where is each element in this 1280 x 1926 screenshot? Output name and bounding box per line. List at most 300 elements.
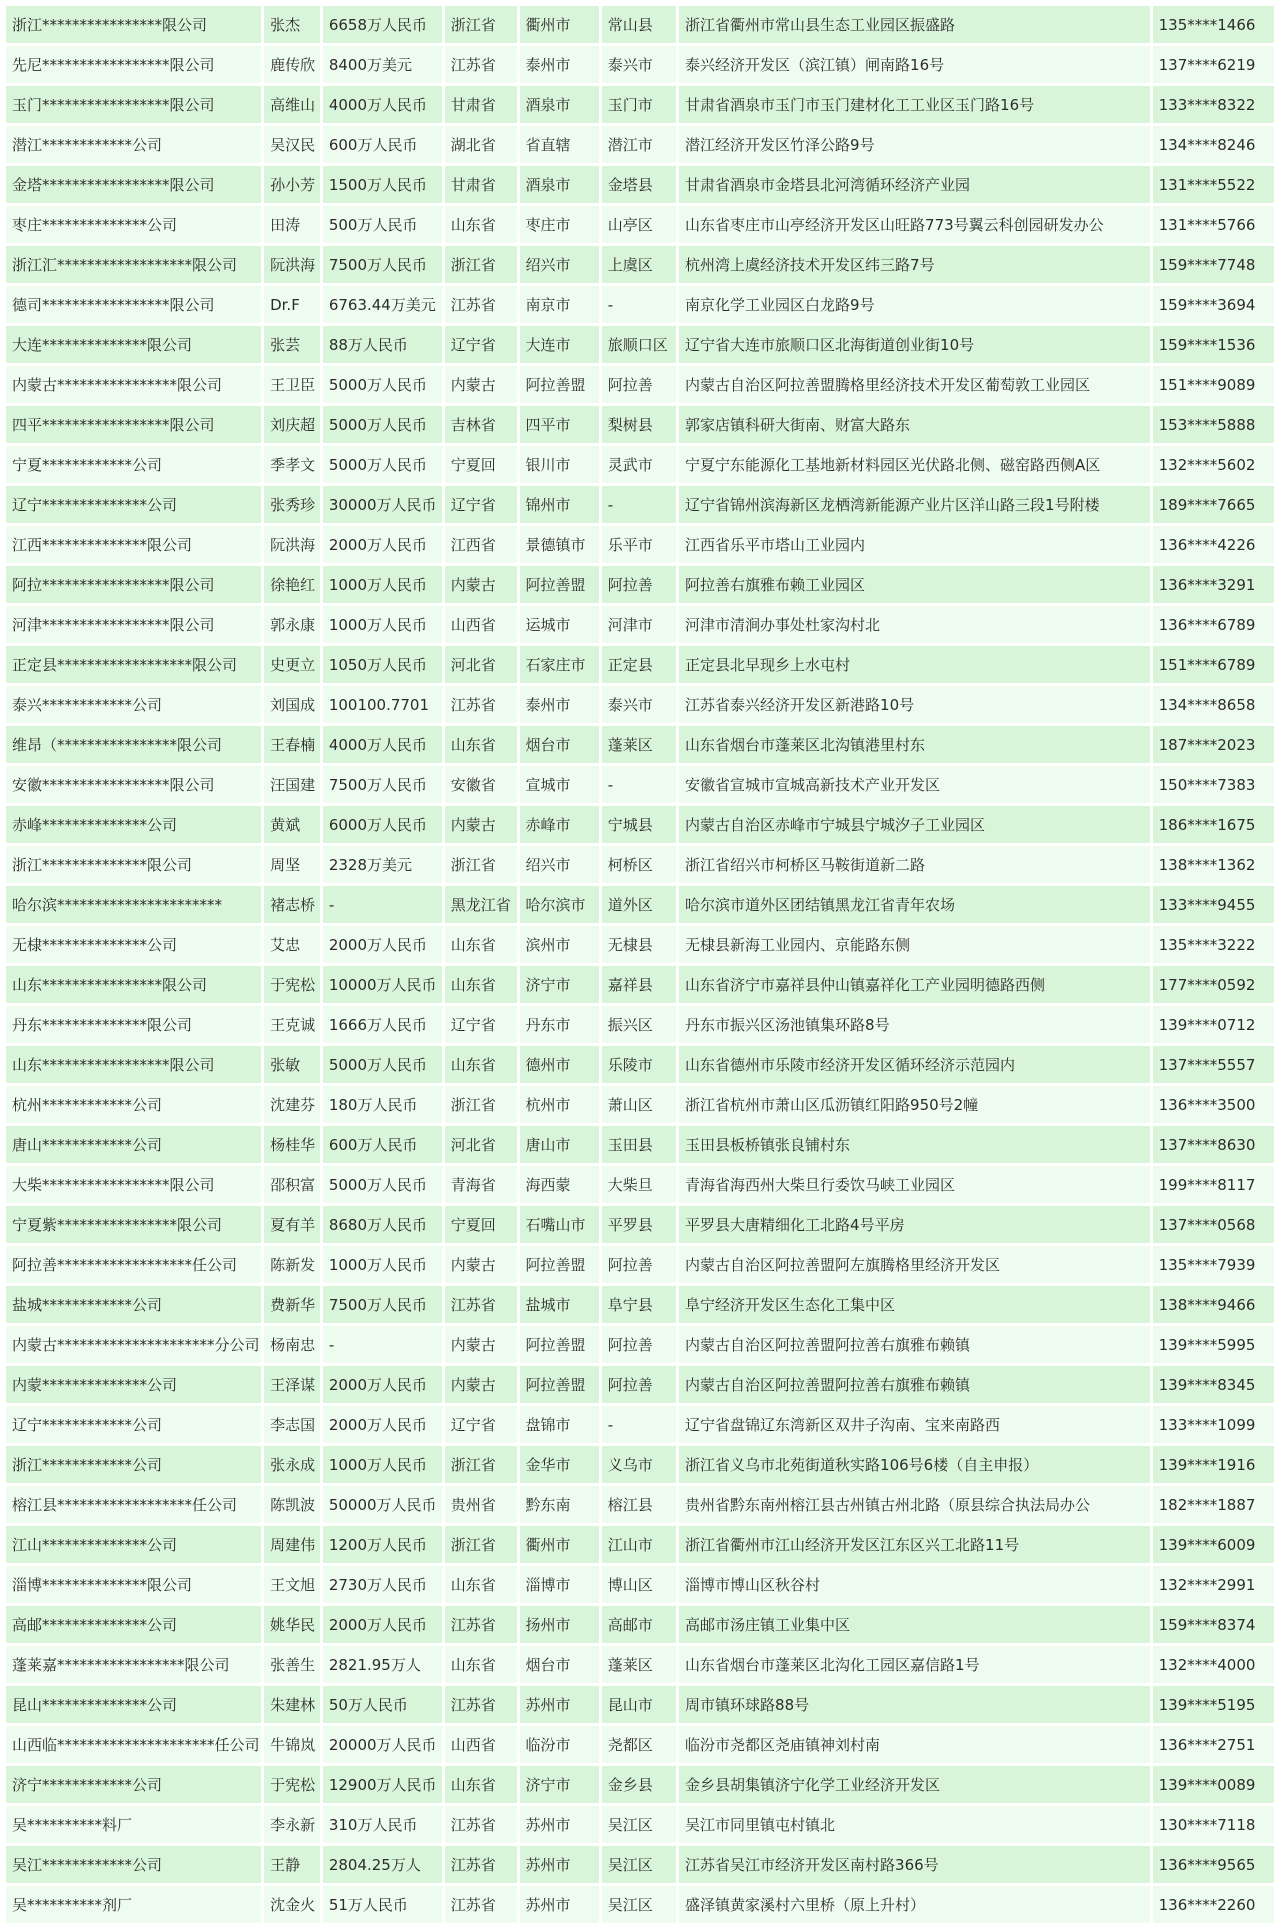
district-cell: 道外区	[602, 886, 676, 923]
province-cell: 贵州省	[445, 1486, 517, 1523]
address-cell: 内蒙古自治区阿拉善盟阿拉善右旗雅布赖镇	[679, 1366, 1150, 1403]
address-cell: 正定县北早现乡上水屯村	[679, 646, 1150, 683]
district-cell: 乐平市	[602, 526, 676, 563]
address-cell: 哈尔滨市道外区团结镇黑龙江省青年农场	[679, 886, 1150, 923]
company-name-cell: 济宁************公司	[6, 1766, 261, 1803]
phone-cell: 132****2991	[1153, 1566, 1274, 1603]
city-cell: 苏州市	[520, 1686, 599, 1723]
company-name-cell: 潜江************公司	[6, 126, 261, 163]
company-name-cell: 赤峰**************公司	[6, 806, 261, 843]
legal-rep-cell: 李永新	[264, 1806, 320, 1843]
phone-cell: 138****9466	[1153, 1286, 1274, 1323]
company-table	[3, 3, 1277, 1926]
address-cell: 山东省德州市乐陵市经济开发区循环经济示范园内	[679, 1046, 1150, 1083]
legal-rep-cell: 徐艳红	[264, 566, 320, 603]
registered-capital-cell: 1500万人民币	[323, 166, 442, 203]
company-name-cell: 安徽*****************限公司	[6, 766, 261, 803]
registered-capital-cell: 8400万美元	[323, 46, 442, 83]
city-cell: 石家庄市	[520, 646, 599, 683]
province-cell: 内蒙古	[445, 366, 517, 403]
district-cell: 阿拉善	[602, 1366, 676, 1403]
phone-cell: 150****7383	[1153, 766, 1274, 803]
table-row	[6, 1806, 1274, 1843]
company-name-cell: 内蒙古*********************分公司	[6, 1326, 261, 1363]
legal-rep-cell: 黄斌	[264, 806, 320, 843]
company-name-cell: 高邮**************公司	[6, 1606, 261, 1643]
legal-rep-cell: 褚志桥	[264, 886, 320, 923]
company-name-cell: 枣庄**************公司	[6, 206, 261, 243]
city-cell: 四平市	[520, 406, 599, 443]
table-row	[6, 806, 1274, 843]
phone-cell: 136****3291	[1153, 566, 1274, 603]
address-cell: 甘肃省酒泉市金塔县北河湾循环经济产业园	[679, 166, 1150, 203]
province-cell: 江西省	[445, 526, 517, 563]
table-row	[6, 1246, 1274, 1283]
phone-cell: 159****3694	[1153, 286, 1274, 323]
registered-capital-cell: 2000万人民币	[323, 926, 442, 963]
city-cell: 烟台市	[520, 726, 599, 763]
address-cell: 山东省烟台市蓬莱区北沟化工园区嘉信路1号	[679, 1646, 1150, 1683]
table-row	[6, 1446, 1274, 1483]
district-cell: 旅顺口区	[602, 326, 676, 363]
province-cell: 江苏省	[445, 1286, 517, 1323]
city-cell: 烟台市	[520, 1646, 599, 1683]
address-cell: 高邮市汤庄镇工业集中区	[679, 1606, 1150, 1643]
company-name-cell: 蓬莱嘉*****************限公司	[6, 1646, 261, 1683]
registered-capital-cell: 600万人民币	[323, 1126, 442, 1163]
legal-rep-cell: 鹿传欣	[264, 46, 320, 83]
company-name-cell: 浙江****************限公司	[6, 6, 261, 43]
company-name-cell: 金塔*****************限公司	[6, 166, 261, 203]
phone-cell: 132****5602	[1153, 446, 1274, 483]
district-cell: 无棣县	[602, 926, 676, 963]
legal-rep-cell: 阮洪海	[264, 526, 320, 563]
company-name-cell: 无棣**************公司	[6, 926, 261, 963]
city-cell: 唐山市	[520, 1126, 599, 1163]
table-row	[6, 926, 1274, 963]
registered-capital-cell: 1200万人民币	[323, 1526, 442, 1563]
province-cell: 江苏省	[445, 1686, 517, 1723]
district-cell: 阿拉善	[602, 566, 676, 603]
address-cell: 无棣县新海工业园内、京能路东侧	[679, 926, 1150, 963]
province-cell: 山东省	[445, 1566, 517, 1603]
city-cell: 酒泉市	[520, 166, 599, 203]
table-row	[6, 1686, 1274, 1723]
registered-capital-cell: 88万人民币	[323, 326, 442, 363]
address-cell: 浙江省义乌市北苑街道秋实路106号6楼（自主申报）	[679, 1446, 1150, 1483]
table-row	[6, 726, 1274, 763]
phone-cell: 134****8246	[1153, 126, 1274, 163]
company-name-cell: 山西临*********************任公司	[6, 1726, 261, 1763]
phone-cell: 139****0089	[1153, 1766, 1274, 1803]
company-name-cell: 杭州************公司	[6, 1086, 261, 1123]
company-name-cell: 昆山**************公司	[6, 1686, 261, 1723]
city-cell: 济宁市	[520, 966, 599, 1003]
address-cell: 临汾市尧都区尧庙镇神刘村南	[679, 1726, 1150, 1763]
legal-rep-cell: 刘国成	[264, 686, 320, 723]
company-name-cell: 山东*****************限公司	[6, 1046, 261, 1083]
company-name-cell: 吴江************公司	[6, 1846, 261, 1883]
company-name-cell: 盐城************公司	[6, 1286, 261, 1323]
legal-rep-cell: 陈新发	[264, 1246, 320, 1283]
province-cell: 甘肃省	[445, 86, 517, 123]
city-cell: 枣庄市	[520, 206, 599, 243]
company-name-cell: 辽宁**************公司	[6, 486, 261, 523]
table-row	[6, 1726, 1274, 1763]
legal-rep-cell: 张善生	[264, 1646, 320, 1683]
phone-cell: 199****8117	[1153, 1166, 1274, 1203]
legal-rep-cell: 于宪松	[264, 966, 320, 1003]
district-cell: 蓬莱区	[602, 1646, 676, 1683]
company-name-cell: 阿拉*****************限公司	[6, 566, 261, 603]
company-name-cell: 吴**********剂厂	[6, 1886, 261, 1923]
registered-capital-cell: 4000万人民币	[323, 86, 442, 123]
province-cell: 吉林省	[445, 406, 517, 443]
legal-rep-cell: 王卫臣	[264, 366, 320, 403]
table-row	[6, 1486, 1274, 1523]
phone-cell: 136****2751	[1153, 1726, 1274, 1763]
city-cell: 阿拉善盟	[520, 1366, 599, 1403]
district-cell: 博山区	[602, 1566, 676, 1603]
registered-capital-cell: 12900万人民币	[323, 1766, 442, 1803]
table-row	[6, 646, 1274, 683]
district-cell: 泰兴市	[602, 686, 676, 723]
city-cell: 黔东南	[520, 1486, 599, 1523]
district-cell: 金塔县	[602, 166, 676, 203]
district-cell: 榕江县	[602, 1486, 676, 1523]
company-name-cell: 江西**************限公司	[6, 526, 261, 563]
table-row	[6, 606, 1274, 643]
address-cell: 郭家店镇科研大街南、财富大路东	[679, 406, 1150, 443]
table-row	[6, 846, 1274, 883]
legal-rep-cell: 朱建林	[264, 1686, 320, 1723]
table-row	[6, 6, 1274, 43]
district-cell: 阜宁县	[602, 1286, 676, 1323]
company-name-cell: 浙江汇******************限公司	[6, 246, 261, 283]
phone-cell: 133****1099	[1153, 1406, 1274, 1443]
city-cell: 锦州市	[520, 486, 599, 523]
phone-cell: 139****0712	[1153, 1006, 1274, 1043]
city-cell: 阿拉善盟	[520, 566, 599, 603]
district-cell: 乐陵市	[602, 1046, 676, 1083]
company-name-cell: 榕江县******************任公司	[6, 1486, 261, 1523]
table-row	[6, 1046, 1274, 1083]
table-row	[6, 246, 1274, 283]
province-cell: 山东省	[445, 926, 517, 963]
address-cell: 浙江省衢州市常山县生态工业园区振盛路	[679, 6, 1150, 43]
table-row	[6, 1126, 1274, 1163]
city-cell: 南京市	[520, 286, 599, 323]
company-name-cell: 阿拉善******************任公司	[6, 1246, 261, 1283]
district-cell: 灵武市	[602, 446, 676, 483]
legal-rep-cell: 刘庆超	[264, 406, 320, 443]
table-row	[6, 526, 1274, 563]
district-cell: 上虞区	[602, 246, 676, 283]
address-cell: 泰兴经济开发区（滨江镇）闸南路16号	[679, 46, 1150, 83]
table-row	[6, 86, 1274, 123]
phone-cell: 137****6219	[1153, 46, 1274, 83]
table-row	[6, 1286, 1274, 1323]
province-cell: 江苏省	[445, 686, 517, 723]
province-cell: 内蒙古	[445, 1366, 517, 1403]
legal-rep-cell: 杨桂华	[264, 1126, 320, 1163]
table-row	[6, 1166, 1274, 1203]
city-cell: 杭州市	[520, 1086, 599, 1123]
table-row	[6, 966, 1274, 1003]
phone-cell: 130****7118	[1153, 1806, 1274, 1843]
phone-cell: 187****2023	[1153, 726, 1274, 763]
company-name-cell: 淄博**************限公司	[6, 1566, 261, 1603]
district-cell: 江山市	[602, 1526, 676, 1563]
phone-cell: 151****9089	[1153, 366, 1274, 403]
phone-cell: 138****1362	[1153, 846, 1274, 883]
legal-rep-cell: 夏有羊	[264, 1206, 320, 1243]
province-cell: 辽宁省	[445, 1006, 517, 1043]
district-cell: 阿拉善	[602, 1246, 676, 1283]
company-name-cell: 山东****************限公司	[6, 966, 261, 1003]
legal-rep-cell: 陈凯波	[264, 1486, 320, 1523]
city-cell: 丹东市	[520, 1006, 599, 1043]
registered-capital-cell: 20000万人民币	[323, 1726, 442, 1763]
district-cell: 玉田县	[602, 1126, 676, 1163]
phone-cell: 137****0568	[1153, 1206, 1274, 1243]
table-row	[6, 686, 1274, 723]
address-cell: 阜宁经济开发区生态化工集中区	[679, 1286, 1150, 1323]
district-cell: 潜江市	[602, 126, 676, 163]
registered-capital-cell: 1050万人民币	[323, 646, 442, 683]
phone-cell: 131****5766	[1153, 206, 1274, 243]
address-cell: 江苏省吴江市经济开发区南村路366号	[679, 1846, 1150, 1883]
company-name-cell: 浙江************公司	[6, 1446, 261, 1483]
district-cell: 萧山区	[602, 1086, 676, 1123]
province-cell: 浙江省	[445, 846, 517, 883]
phone-cell: 177****0592	[1153, 966, 1274, 1003]
table-row	[6, 286, 1274, 323]
table-row	[6, 1006, 1274, 1043]
district-cell: 梨树县	[602, 406, 676, 443]
address-cell: 贵州省黔东南州榕江县古州镇古州北路（原县综合执法局办公	[679, 1486, 1150, 1523]
phone-cell: 151****6789	[1153, 646, 1274, 683]
district-cell: 宁城县	[602, 806, 676, 843]
registered-capital-cell: 5000万人民币	[323, 406, 442, 443]
table-row	[6, 766, 1274, 803]
legal-rep-cell: 张永成	[264, 1446, 320, 1483]
registered-capital-cell: 600万人民币	[323, 126, 442, 163]
company-name-cell: 维昂（****************限公司	[6, 726, 261, 763]
legal-rep-cell: 牛锦岚	[264, 1726, 320, 1763]
address-cell: 辽宁省盘锦辽东湾新区双井子沟南、宝来南路西	[679, 1406, 1150, 1443]
address-cell: 内蒙古自治区阿拉善盟阿拉善右旗雅布赖镇	[679, 1326, 1150, 1363]
district-cell: 平罗县	[602, 1206, 676, 1243]
registered-capital-cell: 500万人民币	[323, 206, 442, 243]
company-name-cell: 正定县******************限公司	[6, 646, 261, 683]
company-name-cell: 玉门*****************限公司	[6, 86, 261, 123]
legal-rep-cell: 费新华	[264, 1286, 320, 1323]
district-cell: 正定县	[602, 646, 676, 683]
address-cell: 淄博市博山区秋谷村	[679, 1566, 1150, 1603]
registered-capital-cell: 1000万人民币	[323, 1446, 442, 1483]
phone-cell: 189****7665	[1153, 486, 1274, 523]
district-cell: 大柴旦	[602, 1166, 676, 1203]
city-cell: 哈尔滨市	[520, 886, 599, 923]
registered-capital-cell: 6763.44万美元	[323, 286, 442, 323]
registered-capital-cell: 310万人民币	[323, 1806, 442, 1843]
city-cell: 景德镇市	[520, 526, 599, 563]
legal-rep-cell: 吴汉民	[264, 126, 320, 163]
district-cell: 昆山市	[602, 1686, 676, 1723]
province-cell: 江苏省	[445, 1606, 517, 1643]
phone-cell: 136****2260	[1153, 1886, 1274, 1923]
city-cell: 宣城市	[520, 766, 599, 803]
registered-capital-cell: 2730万人民币	[323, 1566, 442, 1603]
table-row	[6, 1646, 1274, 1683]
legal-rep-cell: 王静	[264, 1846, 320, 1883]
table-row	[6, 1406, 1274, 1443]
registered-capital-cell: 30000万人民币	[323, 486, 442, 523]
address-cell: 甘肃省酒泉市玉门市玉门建材化工工业区玉门路16号	[679, 86, 1150, 123]
table-row	[6, 326, 1274, 363]
city-cell: 阿拉善盟	[520, 1246, 599, 1283]
city-cell: 衢州市	[520, 1526, 599, 1563]
registered-capital-cell: 100100.7701	[323, 686, 442, 723]
address-cell: 周市镇环球路88号	[679, 1686, 1150, 1723]
registered-capital-cell: 51万人民币	[323, 1886, 442, 1923]
phone-cell: 159****8374	[1153, 1606, 1274, 1643]
address-cell: 盛泽镇黄家溪村六里桥（原上升村）	[679, 1886, 1150, 1923]
city-cell: 酒泉市	[520, 86, 599, 123]
table-row	[6, 1086, 1274, 1123]
registered-capital-cell: 5000万人民币	[323, 1166, 442, 1203]
province-cell: 甘肃省	[445, 166, 517, 203]
district-cell: -	[602, 1406, 676, 1443]
legal-rep-cell: 沈金火	[264, 1886, 320, 1923]
registered-capital-cell: 2000万人民币	[323, 1366, 442, 1403]
company-name-cell: 内蒙**************公司	[6, 1366, 261, 1403]
phone-cell: 137****8630	[1153, 1126, 1274, 1163]
table-body	[6, 6, 1274, 1923]
company-name-cell: 辽宁************公司	[6, 1406, 261, 1443]
province-cell: 山西省	[445, 606, 517, 643]
district-cell: 阿拉善	[602, 1326, 676, 1363]
city-cell: 盐城市	[520, 1286, 599, 1323]
province-cell: 河北省	[445, 646, 517, 683]
legal-rep-cell: 周坚	[264, 846, 320, 883]
company-name-cell: 德司*****************限公司	[6, 286, 261, 323]
province-cell: 内蒙古	[445, 1326, 517, 1363]
company-name-cell: 哈尔滨**********************	[6, 886, 261, 923]
phone-cell: 136****9565	[1153, 1846, 1274, 1883]
district-cell: 振兴区	[602, 1006, 676, 1043]
city-cell: 衢州市	[520, 6, 599, 43]
city-cell: 淄博市	[520, 1566, 599, 1603]
address-cell: 平罗县大唐精细化工北路4号平房	[679, 1206, 1150, 1243]
city-cell: 海西蒙	[520, 1166, 599, 1203]
table-row	[6, 46, 1274, 83]
address-cell: 宁夏宁东能源化工基地新材料园区光伏路北侧、磁窑路西侧A区	[679, 446, 1150, 483]
province-cell: 山东省	[445, 966, 517, 1003]
legal-rep-cell: 王文旭	[264, 1566, 320, 1603]
city-cell: 阿拉善盟	[520, 1326, 599, 1363]
province-cell: 浙江省	[445, 246, 517, 283]
address-cell: 内蒙古自治区赤峰市宁城县宁城汐子工业园区	[679, 806, 1150, 843]
city-cell: 苏州市	[520, 1846, 599, 1883]
address-cell: 阿拉善右旗雅布赖工业园区	[679, 566, 1150, 603]
registered-capital-cell: 6000万人民币	[323, 806, 442, 843]
address-cell: 玉田县板桥镇张良铺村东	[679, 1126, 1150, 1163]
province-cell: 江苏省	[445, 46, 517, 83]
province-cell: 辽宁省	[445, 326, 517, 363]
table-row	[6, 166, 1274, 203]
address-cell: 金乡县胡集镇济宁化学工业经济开发区	[679, 1766, 1150, 1803]
address-cell: 江苏省泰兴经济开发区新港路10号	[679, 686, 1150, 723]
city-cell: 泰州市	[520, 46, 599, 83]
district-cell: 山亭区	[602, 206, 676, 243]
province-cell: 宁夏回	[445, 1206, 517, 1243]
table-row	[6, 446, 1274, 483]
phone-cell: 133****9455	[1153, 886, 1274, 923]
city-cell: 苏州市	[520, 1886, 599, 1923]
phone-cell: 137****5557	[1153, 1046, 1274, 1083]
address-cell: 山东省烟台市蓬莱区北沟镇港里村东	[679, 726, 1150, 763]
legal-rep-cell: 王泽谋	[264, 1366, 320, 1403]
province-cell: 山东省	[445, 1766, 517, 1803]
company-name-cell: 四平*****************限公司	[6, 406, 261, 443]
registered-capital-cell: 50万人民币	[323, 1686, 442, 1723]
district-cell: 柯桥区	[602, 846, 676, 883]
legal-rep-cell: 阮洪海	[264, 246, 320, 283]
registered-capital-cell: 1000万人民币	[323, 1246, 442, 1283]
phone-cell: 133****8322	[1153, 86, 1274, 123]
legal-rep-cell: 邵积富	[264, 1166, 320, 1203]
company-table-sheet	[6, 3, 1274, 1926]
district-cell: 常山县	[602, 6, 676, 43]
province-cell: 内蒙古	[445, 806, 517, 843]
table-row	[6, 206, 1274, 243]
registered-capital-cell: -	[323, 1326, 442, 1363]
legal-rep-cell: 张芸	[264, 326, 320, 363]
legal-rep-cell: 杨南忠	[264, 1326, 320, 1363]
legal-rep-cell: 王克诚	[264, 1006, 320, 1043]
registered-capital-cell: 7500万人民币	[323, 246, 442, 283]
legal-rep-cell: 沈建芬	[264, 1086, 320, 1123]
address-cell: 江西省乐平市塔山工业园内	[679, 526, 1150, 563]
province-cell: 江苏省	[445, 286, 517, 323]
district-cell: 高邮市	[602, 1606, 676, 1643]
city-cell: 绍兴市	[520, 846, 599, 883]
registered-capital-cell: -	[323, 886, 442, 923]
phone-cell: 139****6009	[1153, 1526, 1274, 1563]
province-cell: 河北省	[445, 1126, 517, 1163]
registered-capital-cell: 1000万人民币	[323, 606, 442, 643]
province-cell: 黑龙江省	[445, 886, 517, 923]
province-cell: 浙江省	[445, 1446, 517, 1483]
district-cell: 泰兴市	[602, 46, 676, 83]
table-row	[6, 566, 1274, 603]
address-cell: 辽宁省锦州滨海新区龙栖湾新能源产业片区洋山路三段1号附楼	[679, 486, 1150, 523]
address-cell: 浙江省杭州市萧山区瓜沥镇红阳路950号2幢	[679, 1086, 1150, 1123]
district-cell: 阿拉善	[602, 366, 676, 403]
phone-cell: 132****4000	[1153, 1646, 1274, 1683]
table-row	[6, 486, 1274, 523]
registered-capital-cell: 2000万人民币	[323, 1606, 442, 1643]
province-cell: 辽宁省	[445, 486, 517, 523]
address-cell: 浙江省绍兴市柯桥区马鞍街道新二路	[679, 846, 1150, 883]
address-cell: 杭州湾上虞经济技术开发区纬三路7号	[679, 246, 1150, 283]
city-cell: 赤峰市	[520, 806, 599, 843]
city-cell: 银川市	[520, 446, 599, 483]
province-cell: 山东省	[445, 1646, 517, 1683]
district-cell: 金乡县	[602, 1766, 676, 1803]
